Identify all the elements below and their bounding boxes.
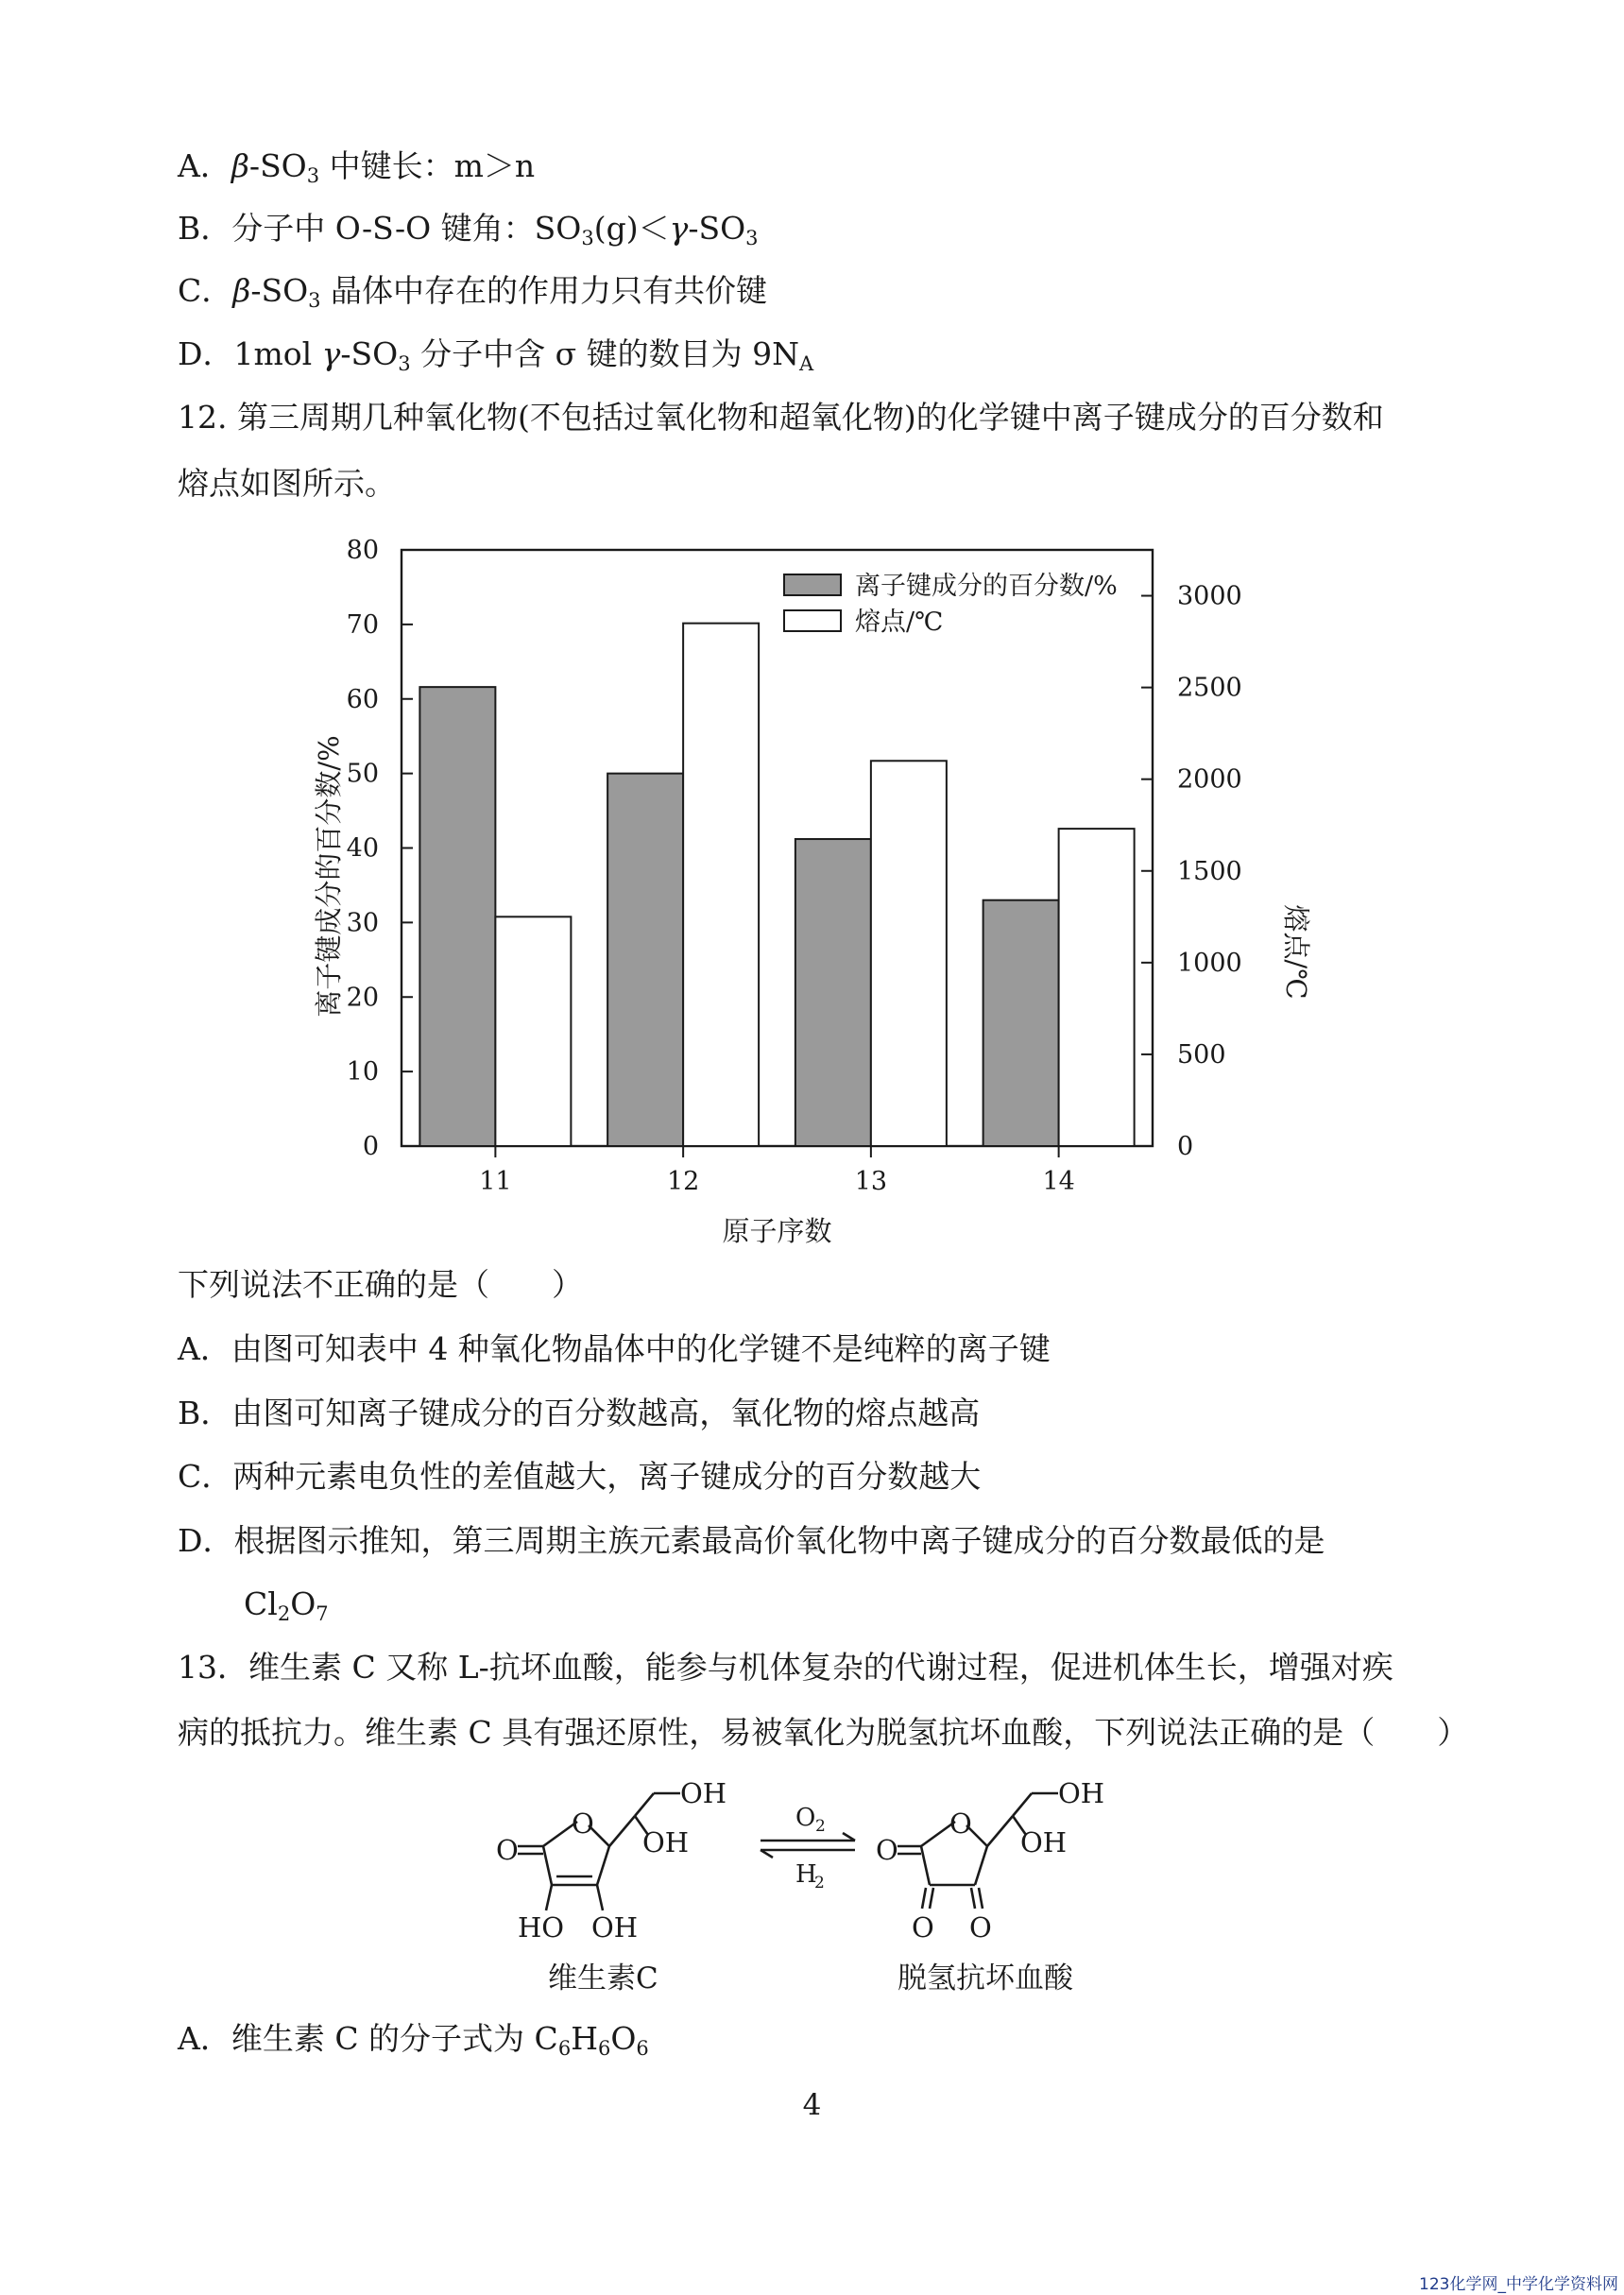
bond xyxy=(543,1846,552,1885)
bar-melting-point xyxy=(871,761,947,1146)
bar-melting-point xyxy=(495,916,571,1146)
subscript: 6 xyxy=(557,2037,572,2060)
bond xyxy=(1013,1793,1032,1816)
subscript: 3 xyxy=(306,164,320,187)
vitamin-c-label: 维生素C xyxy=(548,1961,658,1995)
q12-option-d-formula xyxy=(244,1584,329,1625)
q11-option-a xyxy=(178,146,535,187)
q12-option-c: C．两种元素电负性的差值越大，离子键成分的百分数越大 xyxy=(178,1458,982,1495)
right-tick-label: 2000 xyxy=(1177,764,1242,795)
arrow-reagent-bottom-sub: 2 xyxy=(814,1874,825,1893)
right-tick-label: 500 xyxy=(1177,1039,1226,1070)
x-tick-label: 11 xyxy=(479,1167,512,1196)
formula-part: -SO xyxy=(340,335,399,372)
q12-option-b: B．由图可知离子键成分的百分数越高，氧化物的熔点越高 xyxy=(178,1395,981,1431)
arrow-reagent-top: O xyxy=(795,1804,816,1832)
q12-stem-line1: 12. 第三周期几种氧化物(不包括过氧化物和超氧化物)的化学键中离子键成分的百分数和 xyxy=(178,399,1384,436)
bond xyxy=(635,1793,654,1816)
left-tick-label: 10 xyxy=(346,1057,379,1088)
hydroxyl-label: OH xyxy=(680,1777,727,1809)
subscript: 3 xyxy=(398,352,411,375)
option-text: 晶体中存在的作用力只有共价键 xyxy=(320,272,768,309)
left-tick-label: 70 xyxy=(346,609,379,640)
left-tick-label: 0 xyxy=(362,1132,379,1161)
dehydroascorbic-acid-label: 脱氢抗坏血酸 xyxy=(897,1961,1073,1995)
q11-option-b xyxy=(178,208,759,249)
reaction-diagram xyxy=(491,1767,1153,2003)
option-text: (g)＜ xyxy=(593,210,670,247)
option-prefix: A． xyxy=(178,147,231,184)
ring-oxygen-label: O xyxy=(572,1807,594,1840)
carbonyl-bond xyxy=(922,1888,926,1909)
chart-svg xyxy=(283,529,1342,1247)
q11-option-c xyxy=(178,270,767,312)
subscript: 3 xyxy=(745,227,759,249)
option-text: 分子中含 σ 键的数目为 9N xyxy=(410,335,799,372)
hydroxyl-label: HO xyxy=(518,1911,565,1944)
right-tick-label: 1000 xyxy=(1177,948,1242,978)
left-axis-label: 离子键成分的百分数/% xyxy=(313,735,345,1018)
bar-ionic-percent xyxy=(607,774,683,1146)
q13-stem-line2: 病的抵抗力。维生素 C 具有强还原性，易被氧化为脱氢抗坏血酸，下列说法正确的是（ ） xyxy=(178,1714,1469,1751)
hydroxyl-label: OH xyxy=(642,1826,690,1858)
bond xyxy=(609,1816,635,1846)
bar-ionic-percent xyxy=(419,687,495,1146)
carbonyl-bond xyxy=(971,1888,975,1909)
arrow-reagent-bottom: H xyxy=(795,1860,817,1889)
right-tick-label: 2500 xyxy=(1177,673,1242,703)
greek-symbol: γ xyxy=(669,210,689,247)
formula-part: O xyxy=(290,1585,316,1622)
bond xyxy=(597,1846,609,1885)
watermark: 123化学网_中学化学资料网 xyxy=(1419,2275,1618,2294)
right-axis-label: 熔点/℃ xyxy=(1280,904,1312,1000)
subscript: A xyxy=(798,352,814,375)
q12-question: 下列说法不正确的是（ ） xyxy=(178,1266,583,1303)
q11-option-d xyxy=(178,334,813,375)
bond xyxy=(987,1816,1013,1846)
left-tick-label: 50 xyxy=(346,759,379,789)
hydroxyl-label: OH xyxy=(1058,1777,1105,1809)
subscript: 6 xyxy=(597,2037,611,2060)
bar-melting-point xyxy=(1059,829,1135,1146)
carbonyl-oxygen-label: O xyxy=(876,1834,898,1866)
subscript: 3 xyxy=(308,289,321,312)
carbonyl-oxygen-label: O xyxy=(496,1834,519,1866)
q13-option-a xyxy=(178,2018,649,2060)
bar-ionic-percent xyxy=(983,900,1059,1146)
right-tick-label: 3000 xyxy=(1177,581,1242,611)
legend-swatch xyxy=(784,574,841,595)
hydroxyl-label: OH xyxy=(591,1911,639,1944)
bond xyxy=(921,1846,930,1885)
subscript: 3 xyxy=(581,227,594,249)
arrow-reagent-top-sub: 2 xyxy=(815,1817,826,1836)
bond xyxy=(597,1885,603,1910)
q12-option-d: D．根据图示推知，第三周期主族元素最高价氧化物中离子键成分的百分数最低的是 xyxy=(178,1522,1325,1559)
subscript: 7 xyxy=(316,1602,329,1625)
left-tick-label: 80 xyxy=(346,536,379,565)
bar-ionic-percent xyxy=(795,839,871,1146)
ring-oxygen-label: O xyxy=(949,1807,972,1840)
formula-part: -SO xyxy=(688,210,746,247)
right-tick-label: 0 xyxy=(1177,1132,1194,1161)
x-tick-label: 12 xyxy=(666,1167,700,1196)
q13-stem-line1: 13．维生素 C 又称 L-抗坏血酸，能参与机体复杂的代谢过程，促进机体生长，增强对疾 xyxy=(178,1649,1393,1686)
hydroxyl-label: OH xyxy=(1020,1826,1068,1858)
left-tick-label: 30 xyxy=(346,908,379,938)
formula-part: -SO xyxy=(250,272,309,309)
x-tick-label: 14 xyxy=(1042,1167,1075,1196)
legend-label: 离子键成分的百分数/% xyxy=(855,572,1118,601)
q12-stem-line2: 熔点如图所示。 xyxy=(178,465,396,502)
carbonyl-bond xyxy=(930,1888,933,1909)
left-tick-label: 40 xyxy=(346,833,379,864)
greek-symbol: β xyxy=(231,147,249,184)
x-axis-label: 原子序数 xyxy=(722,1215,832,1247)
legend-swatch xyxy=(784,610,841,631)
formula-part: Cl xyxy=(244,1585,278,1622)
left-tick-label: 60 xyxy=(346,684,379,714)
carbonyl-oxygen-label: O xyxy=(912,1911,934,1944)
right-tick-label: 1500 xyxy=(1177,856,1242,886)
x-tick-label: 13 xyxy=(854,1167,888,1196)
formula-part: -SO xyxy=(248,147,307,184)
page-number: 4 xyxy=(802,2088,822,2122)
formula-part: H xyxy=(571,2020,598,2057)
bond xyxy=(546,1885,552,1910)
left-tick-label: 20 xyxy=(346,983,379,1013)
option-text: 中键长：m＞n xyxy=(319,147,536,184)
legend-label: 熔点/℃ xyxy=(855,608,944,637)
option-prefix: C． xyxy=(178,272,233,309)
bar-melting-point xyxy=(683,624,759,1146)
greek-symbol: γ xyxy=(321,335,341,372)
greek-symbol: β xyxy=(232,272,251,309)
subscript: 2 xyxy=(277,1602,291,1625)
carbonyl-bond xyxy=(979,1888,983,1909)
option-text: A．维生素 C 的分子式为 C xyxy=(178,2020,558,2057)
formula-part: O xyxy=(610,2020,637,2057)
bond xyxy=(975,1846,987,1885)
bar-chart xyxy=(283,529,1342,1247)
option-prefix: D．1mol xyxy=(178,335,322,372)
subscript: 6 xyxy=(636,2037,649,2060)
carbonyl-oxygen-label: O xyxy=(969,1911,992,1944)
option-text: B．分子中 O-S-O 键角：SO xyxy=(178,210,582,247)
q12-option-a: A．由图可知表中 4 种氧化物晶体中的化学键不是纯粹的离子键 xyxy=(178,1330,1051,1367)
